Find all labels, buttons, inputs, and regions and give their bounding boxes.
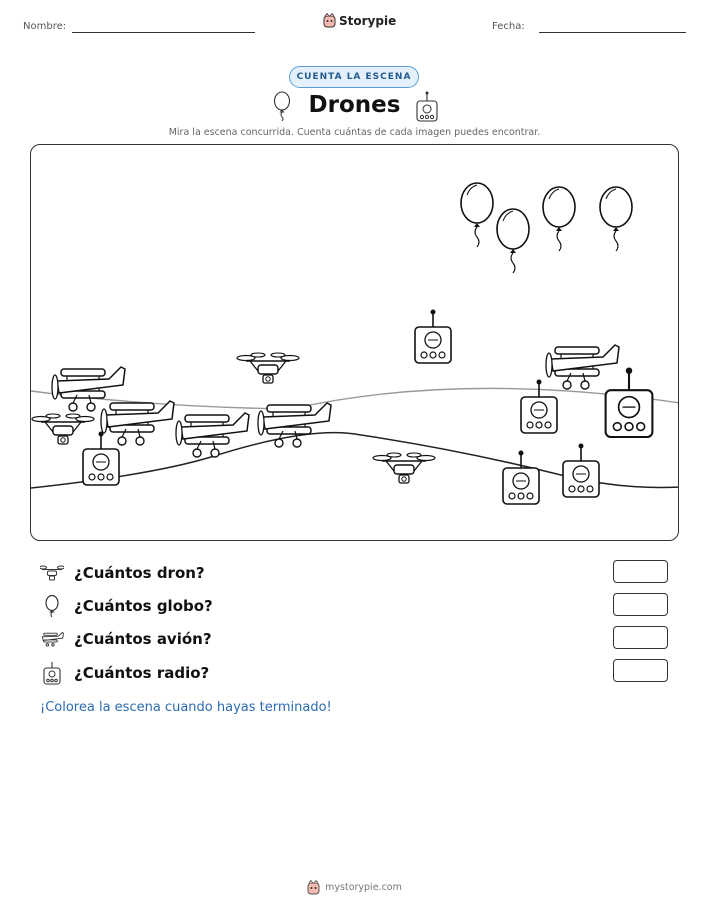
name-field[interactable]: [72, 32, 255, 33]
plane: [176, 413, 249, 457]
question-row-radio: [40, 661, 209, 685]
question-text: ¿Cuántos radio?: [74, 664, 210, 682]
radio: [606, 367, 653, 437]
answer-box-radio[interactable]: [613, 659, 668, 682]
answer-box-plane[interactable]: [613, 626, 668, 649]
drone: [32, 414, 94, 444]
storypie-mascot-icon: [323, 13, 336, 28]
coloring-note: ¡Colorea la escena cuando hayas terminado!: [40, 700, 332, 715]
balloon: [461, 183, 493, 247]
page-title: Drones: [308, 92, 401, 118]
radio-icon: [414, 91, 440, 123]
storypie-mascot-icon: [307, 880, 320, 895]
activity-badge: CUENTA LA ESCENA: [289, 66, 419, 88]
answer-box-drone[interactable]: [613, 560, 668, 583]
radio: [415, 310, 451, 364]
brand-logo: [323, 13, 396, 28]
plane: [101, 401, 174, 445]
question-row-plane: [40, 627, 212, 651]
date-field[interactable]: [539, 32, 686, 33]
scene-illustration: [31, 145, 679, 541]
scene-panel: [30, 144, 679, 541]
balloon-icon: [40, 594, 64, 618]
brand-name: Storypie: [339, 13, 397, 28]
balloon: [497, 209, 529, 273]
drone-icon: [40, 564, 64, 582]
drone: [373, 453, 435, 483]
radio-icon: [40, 661, 64, 685]
answer-box-balloon[interactable]: [613, 593, 668, 616]
date-label: Fecha:: [492, 21, 525, 32]
drone: [237, 353, 299, 383]
question-row-drone: [40, 561, 205, 585]
plane: [546, 345, 619, 389]
radio: [503, 451, 539, 505]
footer: [0, 880, 709, 895]
radio: [521, 380, 557, 434]
radio: [83, 432, 119, 486]
footer-url[interactable]: mystorypie.com: [325, 882, 402, 893]
question-text: ¿Cuántos dron?: [74, 564, 205, 582]
balloon: [600, 187, 632, 251]
question-row-balloon: [40, 594, 213, 618]
plane-icon: [40, 629, 64, 649]
name-label: Nombre:: [23, 21, 67, 32]
question-text: ¿Cuántos avión?: [74, 630, 212, 648]
balloon: [543, 187, 575, 251]
question-text: ¿Cuántos globo?: [74, 597, 213, 615]
instructions: Mira la escena concurrida. Cuenta cuántas de cada imagen puedes encontrar.: [168, 127, 541, 138]
radio: [563, 444, 599, 498]
